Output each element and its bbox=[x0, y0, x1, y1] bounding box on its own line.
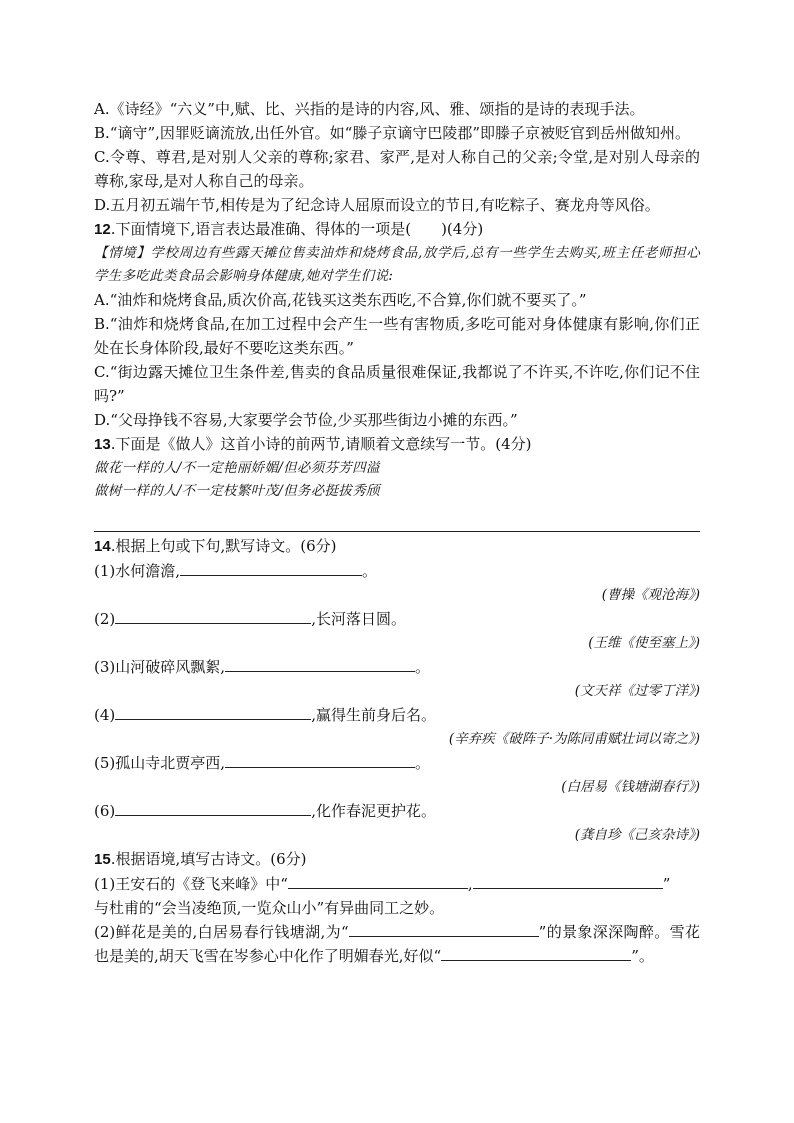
q12-option-b: B.“油炸和烧烤食品,在加工过程中会产生一些有害物质,多吃可能对身体健康有影响,你们正处在长身体阶段,最好不要吃这类东西。” bbox=[94, 315, 700, 357]
q14-number: 14 bbox=[94, 538, 111, 555]
q14-item-3 bbox=[94, 655, 700, 679]
q15-stem-text: .根据语境,填写古诗文。(6分) bbox=[110, 850, 307, 868]
q12-option-d: D.“父母挣钱不容易,大家要学会节俭,少买那些街边小摊的东西。” bbox=[94, 411, 518, 429]
exam-page bbox=[94, 97, 700, 968]
q14-item-3-suffix: 。 bbox=[415, 658, 431, 676]
q15-part-2-suffix: ”。 bbox=[631, 947, 654, 965]
q14-item-5 bbox=[94, 751, 700, 775]
q15-part-1-blank-2[interactable] bbox=[473, 872, 663, 889]
q14-item-1-prefix: (1)水何澹澹, bbox=[94, 562, 181, 580]
q14-item-1-suffix: 。 bbox=[362, 562, 378, 580]
q14-item-6-source: (龚自珍《己亥杂诗》) bbox=[574, 827, 700, 843]
q15-part-1-close-quote: ” bbox=[662, 875, 671, 893]
q12-stem bbox=[94, 217, 700, 242]
q14-item-1-blank[interactable] bbox=[180, 559, 362, 576]
q14-item-5-suffix: 。 bbox=[415, 754, 431, 772]
q14-item-6-blank[interactable] bbox=[115, 799, 311, 816]
q14-item-1 bbox=[94, 559, 700, 583]
q14-stem-text: .根据上句或下句,默写诗文。(6分) bbox=[110, 537, 337, 555]
q14-item-6-prefix: (6) bbox=[94, 802, 116, 820]
q12-option-c: C.“街边露天摊位卫生条件差,售卖的食品质量很难保证,我都说了不许买,不许吃,你们记不住吗?” bbox=[94, 363, 700, 405]
q11-option-d: D.五月初五端午节,相传是为了纪念诗人屈原而设立的节日,有吃粽子、赛龙舟等风俗。 bbox=[94, 196, 660, 214]
q14-item-2-suffix: ,长河落日圆。 bbox=[311, 610, 407, 628]
q15-part-1-comma: , bbox=[467, 875, 473, 893]
q14-item-6 bbox=[94, 799, 700, 823]
q13-stem-text: .下面是《做人》这首小诗的前两节,请顺着文意续写一节。(4分) bbox=[110, 435, 532, 453]
q12-context: 【情境】学校周边有些露天摊位售卖油炸和烧烤食品,放学后,总有一些学生去购买,班主任老师担心学生多吃此类食品会影响身体健康,她对学生们说: bbox=[94, 245, 700, 284]
q12-stem-text: .下面情境下,语言表达最准确、得体的一项是( )(4分) bbox=[110, 220, 484, 238]
q14-stem bbox=[94, 534, 700, 559]
q15-part-2 bbox=[94, 920, 700, 968]
q14-item-4-suffix: ,赢得生前身后名。 bbox=[311, 706, 437, 724]
q15-part-2-prefix: (2)鲜花是美的,白居易春行钱塘湖,为“ bbox=[94, 923, 349, 941]
q15-number: 15 bbox=[94, 851, 111, 868]
q14-item-2 bbox=[94, 607, 700, 631]
q11-option-b: B.“谪守”,因罪贬谪流放,出任外官。如“滕子京谪守巴陵郡”即滕子京被贬官到岳州做知州。 bbox=[94, 124, 691, 142]
q14-item-2-blank[interactable] bbox=[115, 607, 311, 624]
q15-part-2-middle: ”的景象深深陶醉。雪花也是美的,胡天飞雪在岑参心中化作了明媚春光,好似“ bbox=[94, 923, 700, 965]
q11-option-c: C.令尊、尊君,是对别人父亲的尊称;家君、家严,是对人称自己的父亲;令堂,是对别人母亲的尊称,家母,是对人称自己的母亲。 bbox=[94, 148, 700, 190]
q15-part-2-blank-1[interactable] bbox=[349, 920, 539, 937]
q15-part-1-blank-1[interactable] bbox=[288, 872, 468, 889]
q14-item-6-suffix: ,化作春泥更护花。 bbox=[311, 802, 437, 820]
q14-item-2-prefix: (2) bbox=[94, 610, 116, 628]
q15-part-1-prefix: (1)王安石的《登飞来峰》中“ bbox=[94, 875, 288, 893]
q14-item-5-blank[interactable] bbox=[225, 751, 415, 768]
q13-poem-line-2: 做树一样的人/不一定枝繁叶茂/但务必挺拔秀颀 bbox=[94, 483, 380, 499]
q13-stem bbox=[94, 432, 700, 457]
q15-part-2-blank-2[interactable] bbox=[441, 944, 631, 961]
q14-item-3-blank[interactable] bbox=[225, 655, 415, 672]
q13-answer-line[interactable] bbox=[94, 503, 700, 532]
q14-item-5-source: (白居易《钱塘湖春行》) bbox=[561, 779, 700, 795]
q13-number: 13 bbox=[94, 436, 111, 453]
q14-item-2-source: (王维《使至塞上》) bbox=[588, 635, 700, 651]
q15-stem bbox=[94, 847, 700, 872]
q14-item-4-blank[interactable] bbox=[115, 703, 311, 720]
q15-part-1-suffix: 与杜甫的“会当凌绝顶,一览众山小”有异曲同工之妙。 bbox=[94, 899, 445, 917]
q14-item-4-prefix: (4) bbox=[94, 706, 116, 724]
q14-item-4 bbox=[94, 703, 700, 727]
q11-option-a: A.《诗经》“六义”中,赋、比、兴指的是诗的内容,风、雅、颂指的是诗的表现手法。 bbox=[94, 100, 645, 118]
q15-part-1 bbox=[94, 872, 700, 920]
q14-item-4-source: (辛弃疾《破阵子·为陈同甫赋壮词以寄之》) bbox=[448, 731, 700, 747]
q12-option-a: A.“油炸和烧烤食品,质次价高,花钱买这类东西吃,不合算,你们就不要买了。” bbox=[94, 291, 587, 309]
q14-item-3-prefix: (3)山河破碎风飘絮, bbox=[94, 658, 226, 676]
q14-item-1-source: (曹操《观沧海》) bbox=[601, 587, 700, 603]
q12-number: 12 bbox=[94, 221, 111, 238]
q13-poem-line-1: 做花一样的人/不一定艳丽娇媚/但必须芬芳四溢 bbox=[94, 460, 380, 476]
q14-item-5-prefix: (5)孤山寺北贾亭西, bbox=[94, 754, 226, 772]
q14-item-3-source: (文天祥《过零丁洋》) bbox=[574, 683, 700, 699]
